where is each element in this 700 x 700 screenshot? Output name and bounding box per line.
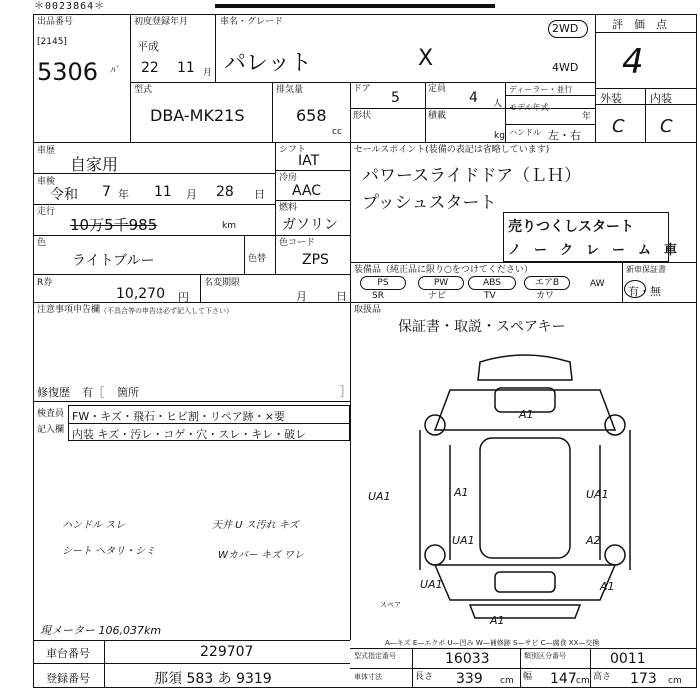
inspector-label-2: 記入欄 <box>37 425 65 435</box>
displacement-unit: cc <box>332 127 342 137</box>
chassis-label: 車台番号 <box>46 647 90 660</box>
inspection-month-unit: 月 <box>186 188 197 201</box>
inspection-year-unit: 年 <box>118 188 129 201</box>
mark-ua1-front: UA1 <box>420 578 443 591</box>
handle-value: 左・右 <box>548 129 581 142</box>
new-parts-circle <box>624 280 646 298</box>
score-ext: C <box>612 116 625 137</box>
width-value: 147 <box>550 671 577 687</box>
shift-value: IAT <box>298 153 320 169</box>
model-grade: X <box>418 46 434 71</box>
equip-leather: カワ <box>536 291 555 301</box>
equip-airbag: エアB <box>524 276 570 290</box>
mileage-label: 走行 <box>37 207 56 217</box>
new-parts-value: 有・無 <box>628 285 661 298</box>
score-ext-label: 外装 <box>600 92 622 105</box>
roof-rear-outline <box>478 355 572 380</box>
mark-a2-right: A2 <box>586 534 601 547</box>
inspection-label: 車検 <box>37 177 56 187</box>
name-change-month: 月 <box>296 290 307 303</box>
inspection-month: 11 <box>154 184 172 200</box>
capacity-value: 4 <box>469 90 478 106</box>
inspection-day-unit: 日 <box>254 188 265 201</box>
drive-4wd: 4WD <box>552 61 579 74</box>
recycle-label: R券 <box>37 278 53 288</box>
code-label: 類別区分番号 <box>524 652 566 660</box>
length-label: 長さ <box>415 672 434 682</box>
chassis-value: 229707 <box>200 644 254 660</box>
mark-a1-right: A1 <box>600 580 615 593</box>
equipment-label: 装備品（純正品に限り○をつけてください） <box>354 265 533 275</box>
length-value: 339 <box>456 671 483 687</box>
registration-label: 初度登録年月 <box>134 17 189 27</box>
inspection-era: 令和 <box>50 187 78 203</box>
load-label: 積載 <box>428 111 447 121</box>
mark-ua1-front-left: UA1 <box>452 534 475 547</box>
mark-a1-front: A1 <box>490 614 505 627</box>
accessories-label: 取扱品 <box>354 305 382 315</box>
doors-value: 5 <box>391 90 400 106</box>
height-value: 173 <box>630 671 657 687</box>
model-year-label: モデル年式 <box>509 103 549 112</box>
score-int-label: 内装 <box>650 92 672 105</box>
shape-label: 形状 <box>353 111 372 121</box>
handwritten-line1: ハンドル スレ <box>62 520 126 531</box>
color-value: ライトブルー <box>72 253 155 269</box>
inspection-year: 7 <box>102 184 111 200</box>
capacity-unit: 人 <box>493 99 503 109</box>
code-value: 0011 <box>610 651 646 667</box>
plate-label: 登録番号 <box>46 672 90 685</box>
displacement-label: 排気量 <box>276 85 304 95</box>
registration-era: 平成 <box>137 40 159 53</box>
color-code-label: 色コード <box>279 238 316 248</box>
wheel-rear-right <box>605 415 625 435</box>
plate-value: 那須 583 あ 9319 <box>154 671 272 687</box>
equip-sr: SR <box>372 291 384 301</box>
handwritten-line5: 現メーター 106,037km <box>40 624 162 637</box>
height-label: 高さ <box>593 672 612 682</box>
mark-ua1-left: UA1 <box>368 490 391 503</box>
mark-a1-top: A1 <box>519 408 534 421</box>
mark-a1-left: A1 <box>454 486 469 499</box>
sales-stamp-line1: 売りつくしスタート <box>508 219 634 235</box>
dealer-label: ディーラー・並行 <box>509 85 573 94</box>
new-parts-label: 新車保証書 <box>626 265 666 274</box>
width-unit: cm <box>576 676 590 686</box>
registration-month-unit: 月 <box>203 68 213 78</box>
load-unit: kg <box>494 131 505 141</box>
inspector-label-1: 検査員 <box>37 409 65 419</box>
handwritten-line3: 天井 U ス汚れ キズ <box>212 520 299 531</box>
front-window <box>495 572 555 592</box>
lot-label: 出品番号 <box>37 17 74 27</box>
width-label: 幅 <box>523 672 533 682</box>
ac-value: AAC <box>292 183 322 199</box>
usage-value: 自家用 <box>70 155 119 174</box>
displacement-value: 658 <box>296 106 327 125</box>
header-bar <box>215 0 495 8</box>
inspector-row1: FW・キズ・飛石・ヒビ割・リペア跡・×要 <box>72 410 285 423</box>
drive-2wd: 2WD <box>552 22 579 35</box>
sales-point-label: セールスポイント(装備の表記は省略しています) <box>354 145 550 155</box>
spare-label: スペア <box>380 601 401 609</box>
header-serial: ＊0023864＊ <box>34 1 106 12</box>
recycle-value: 10,270 <box>116 286 165 302</box>
capacity-label: 定員 <box>428 84 447 94</box>
score-value: 4 <box>622 42 644 82</box>
registration-year: 22 <box>141 60 159 76</box>
notes-label: 注意事項申告欄 <box>37 305 101 315</box>
notes-sub: （不具合等の申告は必ず記入して下さい） <box>100 307 233 315</box>
color-change-label: 色替 <box>248 254 267 264</box>
type-label: 型式 <box>134 85 153 95</box>
shift-label: シフト <box>279 145 307 155</box>
equip-aw: AW <box>590 279 605 289</box>
inspection-day: 28 <box>216 184 234 200</box>
mileage-value: 10万5千985 <box>70 216 158 234</box>
handle-label: ハンドル <box>509 128 541 137</box>
registration-month: 11 <box>177 60 195 76</box>
lot-suffix: ﾊﾞ <box>110 66 120 76</box>
wheel-front-right <box>605 545 625 565</box>
mileage-unit: km <box>222 221 236 231</box>
repair-value2: 箇所 <box>117 386 139 399</box>
color-code: ZPS <box>302 252 329 268</box>
sales-point-line2: プッシュスタート <box>362 193 497 213</box>
handwritten-line2: シート ヘタリ・シミ <box>62 546 156 557</box>
score-label: 評 価 点 <box>612 18 667 31</box>
equip-pw: PW <box>418 276 464 290</box>
type-value: DBA-MK21S <box>150 106 245 125</box>
wheel-front-left <box>425 545 445 565</box>
lot-number: 5306 <box>37 58 99 86</box>
front-body <box>435 565 615 600</box>
repair-value: 有［ <box>82 386 104 399</box>
doors-label: ドア <box>353 84 371 94</box>
roof <box>480 438 570 558</box>
equip-ps: PS <box>360 276 406 290</box>
fuel-label: 燃料 <box>279 203 298 213</box>
front-bumper <box>470 605 580 618</box>
repair-label: 修復歴 <box>37 386 70 399</box>
lot-sub: [2145] <box>37 37 67 47</box>
sales-point-line1: パワースライドドア（ＬＨ） <box>362 166 582 186</box>
legend: A—キズ E—エクボ U—凹み W—補修跡 S—サビ C—腐食 XX—交換 <box>385 639 600 647</box>
spec-value: 16033 <box>445 651 490 667</box>
row1-label: 型式指定番号 <box>354 652 396 660</box>
repair-close: ］ <box>340 385 351 398</box>
inspector-row2: 内装 キズ・汚レ・コゲ・穴・スレ・キレ・破レ <box>72 428 307 441</box>
model-name: パレット <box>224 51 312 76</box>
handwritten-line4: Wカバー キズ ワレ <box>218 550 305 561</box>
score-int: C <box>660 116 673 137</box>
model-label: 車名・グレード <box>220 17 284 27</box>
color-label: 色 <box>37 238 47 248</box>
wheel-rear-left <box>425 415 445 435</box>
height-unit: cm <box>668 676 682 686</box>
equip-abs: ABS <box>468 276 516 290</box>
fuel-value: ガソリン <box>282 217 338 233</box>
usage-label: 車歴 <box>37 146 56 156</box>
equip-tv: TV <box>484 291 496 301</box>
equip-navi: ナビ <box>428 291 447 301</box>
name-change-day: 日 <box>336 290 347 303</box>
sales-stamp-line2: ノ ー ク レ ー ム 車 <box>508 243 678 258</box>
ac-label: 冷房 <box>279 173 298 183</box>
accessories-value: 保証書・取説・スペアキー <box>398 319 566 335</box>
model-year-unit: 年 <box>582 112 592 122</box>
name-change-label: 名変期限 <box>204 278 241 288</box>
recycle-unit: 円 <box>178 291 189 304</box>
mark-ua1-right: UA1 <box>586 488 609 501</box>
row2-label: 車体寸法 <box>354 673 382 681</box>
length-unit: cm <box>500 676 514 686</box>
